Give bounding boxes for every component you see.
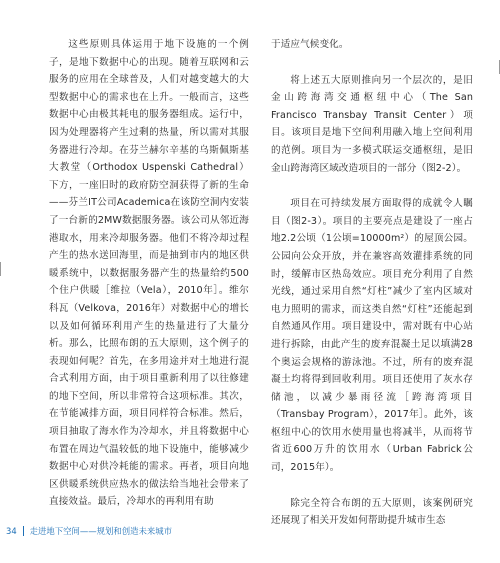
paragraph-underground-data-center: 这些原则具体运用于地下设施的一个例子，是地下数据中心的出现。随着互联网和云服务的应用在全球普及，人们对越变越大的大型数据中心的需求也在上升。一般而言，这些数据中心由极其耗电的服务器组成。运行中，因为处理器将产生过剩的热量，所以需对其服务器进行冷却。在芬兰赫尔辛基的乌斯佩斯基大教堂（Orthodox Uspenski Cathedral）下方，一座旧时的政府防空洞获得了新的生命——芬兰IT公司Academica在该防空洞内安装了一台新的2MW数据服务器。该公司从邻近海港取水，用来冷却服务器。他们不将冷却过程产生的热水送回海里，而是抽到市内的地区供暖系统中，以数据服务器产生的热量给约500个住户供暖［维拉（Vela），2010年］。维尔科瓦（Velkova，2016年）对数据中心的增长以及如何循环利用产生的热量进行了大量分析。那么，比照布朗的五大原则，这个例子的表现如何呢？首先，在多用途并对土地进行混合式利用方面，由于项目重新利用了以往修建的地下空间，所以非常符合这项标准。其次，在节能减排方面，项目同样符合标准。然后，项目抽取了海水作为冷却水，并且将数据中心布置在周边气温较低的地下设施中，能够减少数据中心对供冷耗能的需求。再者，项目向地区供暖系统供应热水的做法给当地社会带来了直接效益。最后，冷却水的再利用有助 — [49, 39, 249, 508]
paragraph-conclusion: 除完全符合布朗的五大原则，该案例研究还展现了相关开发如何帮助提升城市生态 — [271, 497, 473, 527]
left-text-column — [49, 36, 249, 511]
page-number: 34 — [6, 526, 17, 536]
footer-divider — [23, 526, 24, 536]
page-edge-mark-left — [0, 262, 1, 276]
paragraph-transbay-sustainability: 项目在可持续发展方面取得的成就令人瞩目（图2-3）。项目的主要亮点是建设了一座占地2.2公顷（1公顷=10000m²）的屋顶公园。公园向公众开放，并在兼容高效灌排系统的同时，缓解市区热岛效应。项目充分利用了自然光线，通过采用自然“灯柱”减少了室内区域对电力照明的需求，而这类自然“灯柱”还能起到自然通风作用。项目建设中，需对既有中心站进行拆除，由此产生的废弃混凝土足以填满28个奥运会规格的游泳池。不过，所有的废弃混凝土均将得到回收利用。项目还使用了灰水存储池，以减少暴雨径流［跨海湾项目（Transbay Program），2017年］。此外，该枢纽中心的饮用水使用量也将减半，从而将节省近600万升的饮用水（Urban Fabrick公司，2015年）。 — [271, 198, 473, 474]
right-text-column — [271, 36, 473, 530]
paragraph-continuation: 于适应气候变化。 — [271, 39, 349, 50]
book-title: 走进地下空间——规划和创造未来城市 — [29, 526, 173, 536]
paragraph-transbay-intro: 将上述五大原则推向另一个层次的，是旧金山跨海湾交通枢纽中心（The San Francisco Transbay Transit Center）项目。该项目是地下空间利用融入地上空间利用的范例。项目为一多模式联运交通枢纽，是旧金山跨海湾区域改造项目的一部分（图2-2）。 — [271, 74, 473, 174]
page-footer — [6, 525, 172, 537]
